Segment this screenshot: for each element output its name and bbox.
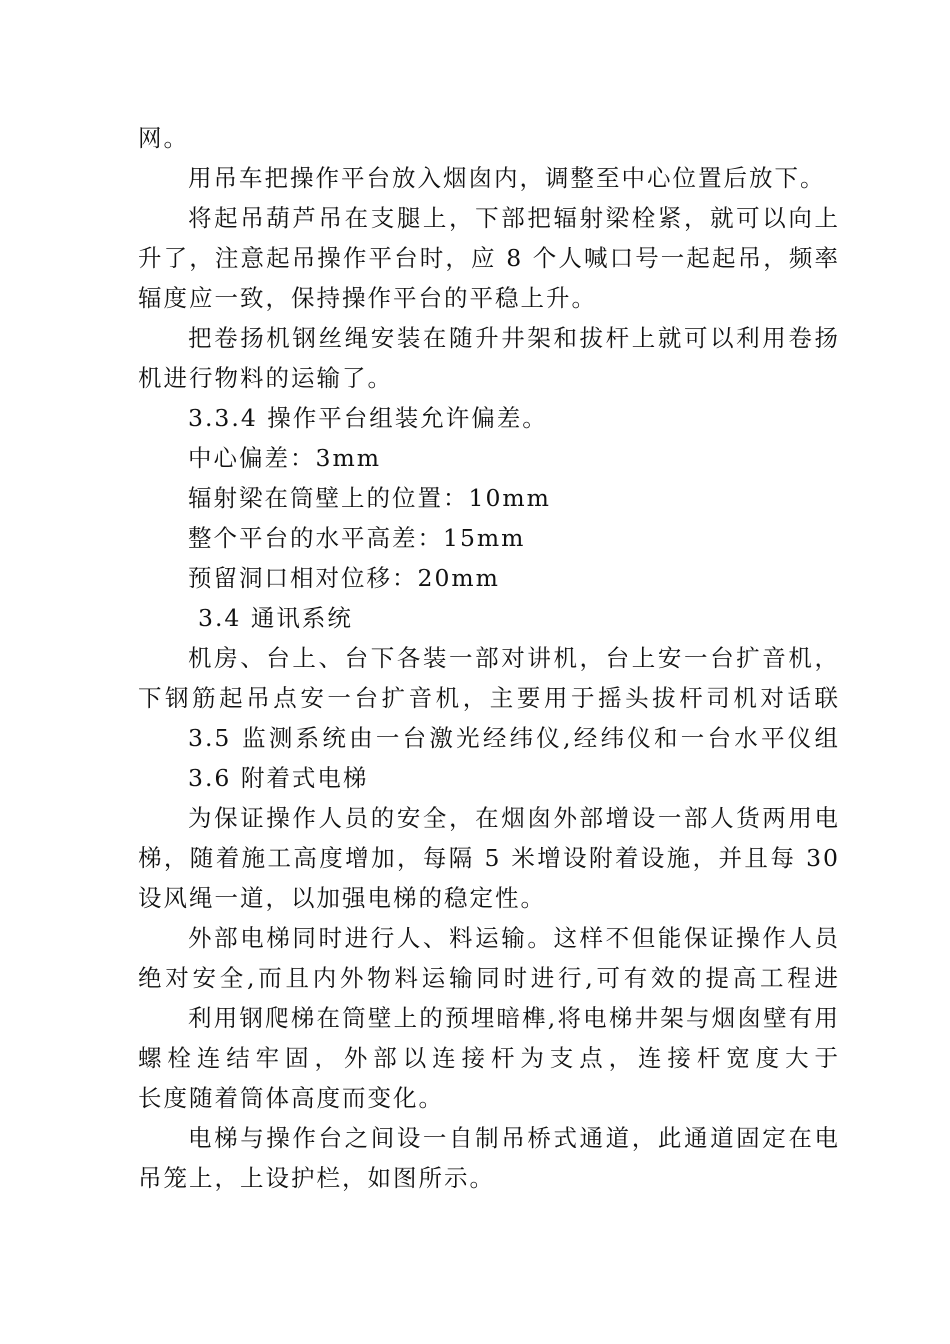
section-heading: 3.3.4 操作平台组装允许偏差。 [188, 404, 548, 432]
text-line: 设风绳一道，以加强电梯的稳定性。 [138, 884, 546, 912]
text-line: 整个平台的水平高差：15mm [188, 524, 526, 552]
text-line: 中心偏差：3mm [188, 444, 382, 472]
text-line: 电梯与操作台之间设一自制吊桥式通道，此通道固定在电 [188, 1124, 840, 1152]
text-line: 把卷扬机钢丝绳安装在随升井架和拔杆上就可以利用卷扬 [188, 324, 840, 352]
text-line: 螺栓连结牢固，外部以连接杆为支点，连接杆宽度大于 [138, 1044, 840, 1072]
section-heading: 3.4 通讯系统 [198, 604, 353, 632]
text-line: 辐射梁在筒壁上的位置：10mm [188, 484, 551, 512]
text-line: 绝对安全,而且内外物料运输同时进行,可有效的提高工程进 [138, 964, 840, 992]
text-line: 利用钢爬梯在筒壁上的预埋暗榫,将电梯井架与烟囱壁有用 [188, 1004, 840, 1032]
text-line: 预留洞口相对位移：20mm [188, 564, 500, 592]
text-line: 机进行物料的运输了。 [138, 364, 393, 392]
text-line: 外部电梯同时进行人、料运输。这样不但能保证操作人员 [188, 924, 840, 952]
text-line: 网。 [138, 124, 189, 152]
text-line: 长度随着筒体高度而变化。 [138, 1084, 444, 1112]
text-line: 吊笼上，上设护栏，如图所示。 [138, 1164, 495, 1192]
text-line: 为保证操作人员的安全，在烟囱外部增设一部人货两用电 [188, 804, 840, 832]
text-line: 梯，随着施工高度增加，每隔 5 米增设附着设施，并且每 30 [138, 844, 840, 872]
text-line: 机房、台上、台下各装一部对讲机，台上安一台扩音机， [188, 644, 840, 672]
text-line: 将起吊葫芦吊在支腿上，下部把辐射梁栓紧，就可以向上 [188, 204, 840, 232]
text-line: 辐度应一致，保持操作平台的平稳上升。 [138, 284, 597, 312]
text-line: 下钢筋起吊点安一台扩音机，主要用于摇头拔杆司机对话联 [138, 684, 840, 712]
text-line: 升了，注意起吊操作平台时，应 8 个人喊口号一起起吊，频率 [138, 244, 840, 272]
text-line: 用吊车把操作平台放入烟囱内，调整至中心位置后放下。 [188, 164, 826, 192]
section-heading: 3.6 附着式电梯 [188, 764, 369, 792]
text-line: 3.5 监测系统由一台激光经纬仪,经纬仪和一台水平仪组 [188, 724, 840, 752]
